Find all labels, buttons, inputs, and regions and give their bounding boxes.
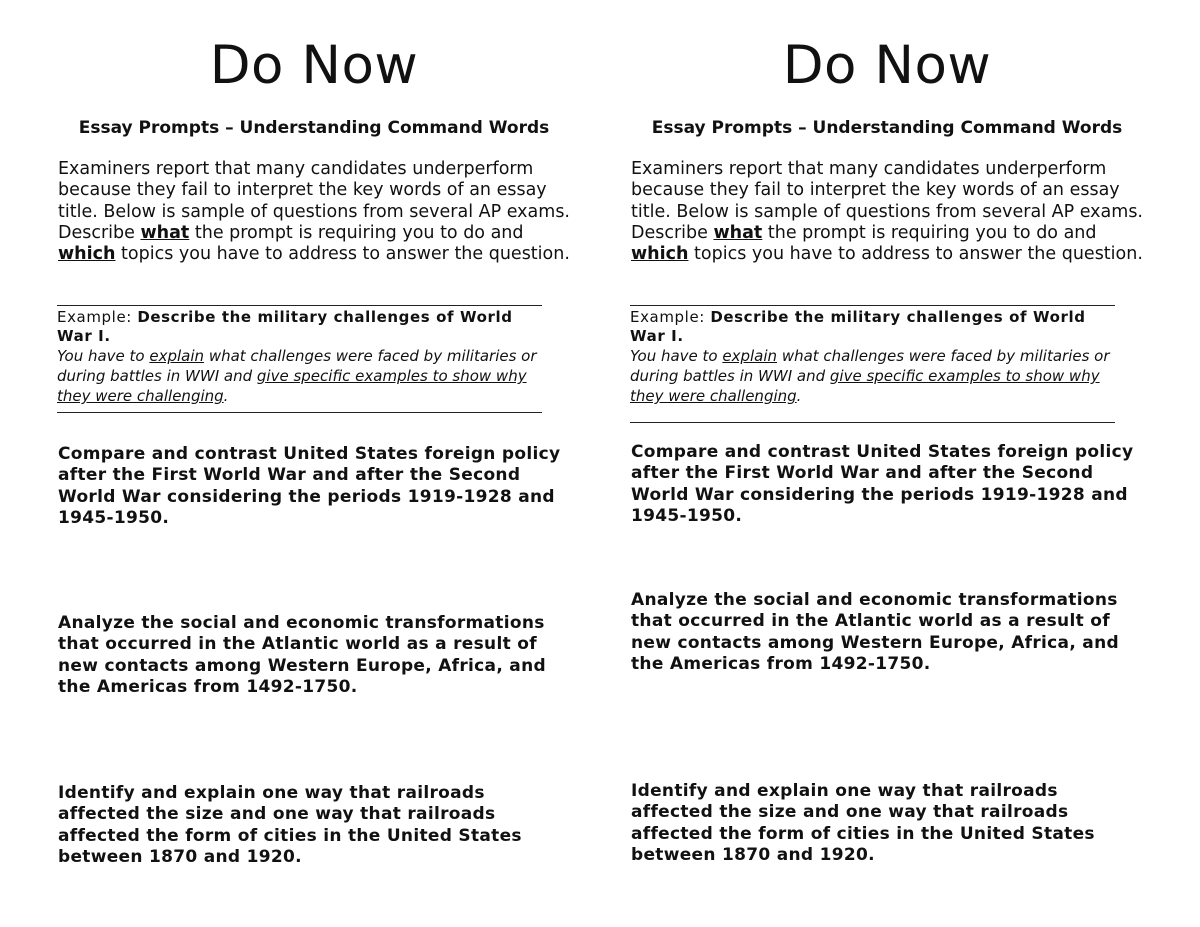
example-expl-explain: explain [149, 347, 205, 365]
essay-prompt-1: Compare and contrast United States foreign policy after the First World War and after the Second World War considering the periods 1919-1928 and 1945-1950. [631, 442, 1134, 526]
example-label: Example: [57, 308, 138, 326]
essay-prompt-2: Analyze the social and economic transformations that occurred in the Atlantic world as a result of new contacts among Western Europe, Africa, and the Americas from 1492-1750. [58, 613, 546, 697]
right-worksheet-column [630, 0, 1150, 927]
intro-emphasis-which: which [58, 244, 116, 265]
page-title: Do Now [782, 35, 992, 96]
example-expl-text-1: You have to [630, 347, 723, 365]
example-label: Example: [630, 308, 711, 326]
example-box [57, 305, 542, 413]
example-line [630, 308, 1115, 346]
intro-text-part3b: you have to address to answer the question. [173, 244, 570, 265]
essay-prompt-1: Compare and contrast United States foreign policy after the First World War and after the Second World War considering the periods 1919-1928 and 1945-1950. [58, 444, 561, 528]
example-explanation [57, 346, 542, 406]
divider-rule [630, 422, 1115, 423]
page-subtitle: Essay Prompts – Understanding Command Words [651, 118, 1123, 138]
example-expl-explain: explain [722, 347, 778, 365]
example-expl-text-2: what challenges were faced by militaries or during battles in WWI and [57, 347, 537, 385]
example-expl-text-3: . [223, 387, 229, 405]
example-explanation [630, 346, 1115, 406]
intro-text-part1: Examiners report that many candidates underperform because they fail to interpret the key words of an essay title. Below is sample of questions from several AP exams. Describe [58, 159, 570, 243]
example-prompt: Describe the military challenges of World War I. [57, 308, 513, 345]
intro-emphasis-what: what [140, 222, 190, 243]
left-worksheet-column [57, 0, 577, 927]
intro-text-part3: topics [115, 244, 174, 265]
intro-text-part3b: you have to address to answer the question. [746, 244, 1143, 265]
example-expl-text-3: . [796, 387, 802, 405]
intro-text-part1: Examiners report that many candidates underperform because they fail to interpret the key words of an essay title. Below is sample of questions from several AP exams. Describe [631, 159, 1143, 243]
page-subtitle: Essay Prompts – Understanding Command Words [78, 118, 550, 138]
intro-text-part2: the prompt is requiring you to do and [189, 222, 524, 243]
essay-prompt-3: Identify and explain one way that railroads affected the size and one way that railroads affected the form of cities in the United States between 1870 and 1920. [631, 781, 1095, 865]
intro-emphasis-which: which [631, 244, 689, 265]
intro-emphasis-what: what [713, 222, 763, 243]
intro-paragraph [58, 159, 578, 265]
intro-text-part2: the prompt is requiring you to do and [762, 222, 1097, 243]
essay-prompt-2: Analyze the social and economic transformations that occurred in the Atlantic world as a result of new contacts among Western Europe, Africa, and the Americas from 1492-1750. [631, 590, 1119, 674]
page-title: Do Now [209, 35, 419, 96]
example-line [57, 308, 542, 346]
example-box [630, 305, 1115, 412]
example-expl-text-2: what challenges were faced by militaries or during battles in WWI and [630, 347, 1110, 385]
intro-paragraph [631, 159, 1151, 265]
example-expl-give: give specific examples to show why they were challenging [630, 367, 1100, 405]
example-expl-give: give specific examples to show why they were challenging [57, 367, 527, 405]
intro-text-part3: topics [688, 244, 747, 265]
example-prompt: Describe the military challenges of World War I. [630, 308, 1086, 345]
essay-prompt-3: Identify and explain one way that railroads affected the size and one way that railroads affected the form of cities in the United States between 1870 and 1920. [58, 783, 522, 867]
example-expl-text-1: You have to [57, 347, 150, 365]
